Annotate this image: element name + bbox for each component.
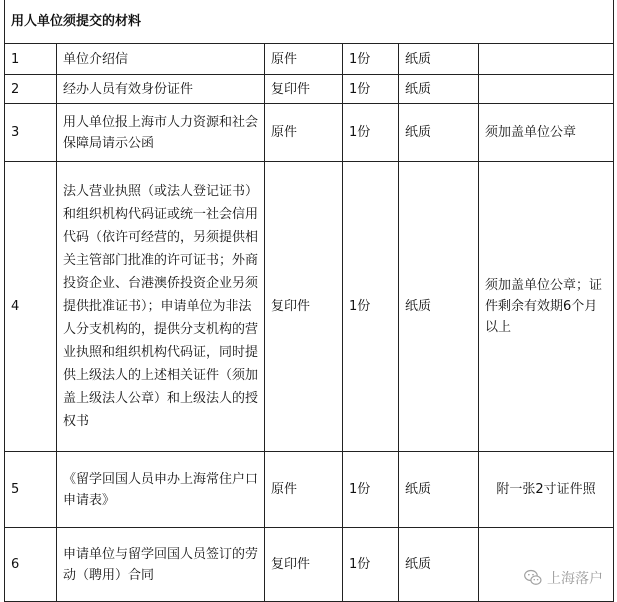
table-row xyxy=(5,162,614,452)
medium: 纸质 xyxy=(399,528,479,602)
copy-type: 原件 xyxy=(265,44,343,75)
note xyxy=(479,44,614,75)
note: 须加盖单位公章 xyxy=(479,104,614,162)
note: 须加盖单位公章；证件剩余有效期6个月以上 xyxy=(479,162,614,452)
table-title-row xyxy=(5,0,614,44)
medium: 纸质 xyxy=(399,104,479,162)
medium: 纸质 xyxy=(399,44,479,75)
table-row xyxy=(5,104,614,162)
quantity: 1份 xyxy=(343,528,399,602)
copy-type: 复印件 xyxy=(265,528,343,602)
material-name: 单位介绍信 xyxy=(57,44,265,75)
copy-type: 原件 xyxy=(265,104,343,162)
copy-type: 复印件 xyxy=(265,75,343,104)
copy-type: 原件 xyxy=(265,452,343,528)
material-name: 法人营业执照（或法人登记证书）和组织机构代码证或统一社会信用代码（依许可经营的，另须提供相关主管部门批准的许可证书；外商投资企业、台港澳侨投资企业另须提供批准证书）；申请单位为非法人分支机构的，提供分支机构的营业执照和组织机构代码证，同时提供上级法人的上述相关证件（须加盖上级法人公章）和上级法人的授权书 xyxy=(57,162,265,452)
watermark xyxy=(523,568,603,588)
row-number: 2 xyxy=(5,75,57,104)
quantity: 1份 xyxy=(343,75,399,104)
material-name: 《留学回国人员申办上海常住户口申请表》 xyxy=(57,452,265,528)
row-number: 6 xyxy=(5,528,57,602)
table-row xyxy=(5,452,614,528)
section-title: 用人单位须提交的材料 xyxy=(5,0,614,44)
medium: 纸质 xyxy=(399,75,479,104)
medium: 纸质 xyxy=(399,162,479,452)
note xyxy=(479,528,614,602)
quantity: 1份 xyxy=(343,452,399,528)
row-number: 4 xyxy=(5,162,57,452)
copy-type: 复印件 xyxy=(265,162,343,452)
wechat-icon xyxy=(523,568,543,588)
note xyxy=(479,75,614,104)
note: 附一张2寸证件照 xyxy=(479,452,614,528)
medium: 纸质 xyxy=(399,452,479,528)
quantity: 1份 xyxy=(343,104,399,162)
watermark-text: 上海落户 xyxy=(547,571,603,587)
material-name: 申请单位与留学回国人员签订的劳动（聘用）合同 xyxy=(57,528,265,602)
table-row xyxy=(5,44,614,75)
material-name: 经办人员有效身份证件 xyxy=(57,75,265,104)
quantity: 1份 xyxy=(343,44,399,75)
row-number: 3 xyxy=(5,104,57,162)
table-row xyxy=(5,528,614,602)
materials-table xyxy=(4,0,614,602)
quantity: 1份 xyxy=(343,162,399,452)
row-number: 1 xyxy=(5,44,57,75)
material-name: 用人单位报上海市人力资源和社会保障局请示公函 xyxy=(57,104,265,162)
table-row xyxy=(5,75,614,104)
row-number: 5 xyxy=(5,452,57,528)
